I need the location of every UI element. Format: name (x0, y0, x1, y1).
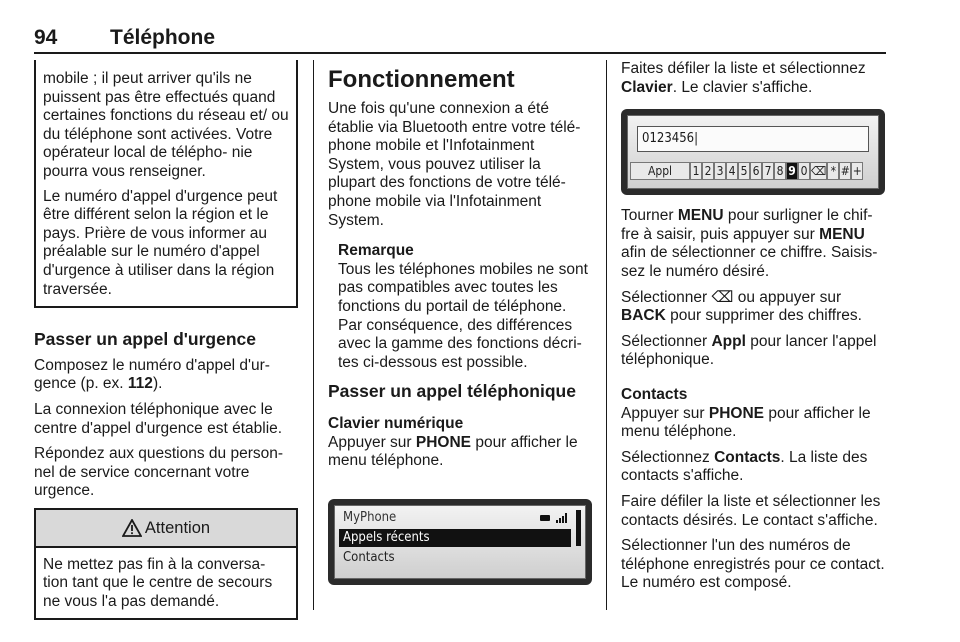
key-symbol[interactable]: # (840, 164, 850, 179)
battery-icon (540, 515, 550, 521)
key-digit[interactable]: 0 (798, 162, 810, 180)
paragraph: Appuyer sur PHONE pour afficher le menu téléphone. (328, 433, 578, 470)
paragraph: Faire défiler la liste et sélectionner les contacts désirés. Le contact s'affiche. (621, 492, 881, 529)
menu-item[interactable]: Contacts (343, 549, 395, 565)
phone-menu-screenshot (328, 499, 592, 585)
attention-header (36, 510, 296, 548)
key-digit[interactable]: 4 (726, 162, 738, 180)
remark-text: Tous les téléphones mobiles ne sont pas compatibles avec toutes les fonctions du portail de téléphone. Par conséquence, des différences avec la gamme des fonctions décri- tes ci-dessous est possible. (338, 260, 588, 371)
backspace-icon: ⌫ (711, 288, 734, 306)
key-digit[interactable]: 8 (774, 162, 786, 180)
keypad-row (630, 162, 876, 180)
number-field[interactable]: 0123456| (637, 126, 869, 152)
key-digit[interactable]: 5 (738, 162, 750, 180)
key-digit[interactable]: 6 (750, 162, 762, 180)
warning-icon (122, 519, 142, 537)
status-icons (540, 509, 567, 527)
paragraph: Composez le numéro d'appel d'ur- gence (p. ex. 112). (34, 356, 270, 393)
paragraph: Sélectionnez Contacts. La liste des contacts s'affiche. (621, 448, 868, 485)
note-paragraph: mobile ; il peut arriver qu'ils ne puissent pas être effectués quand certaines fonctions du réseau et/ ou du téléphone sont activées. Votre opérateur local de télépho- nie pourra vous renseigner. (43, 70, 289, 180)
section-title-call: Passer un appel téléphonique (328, 381, 576, 402)
paragraph: Tourner MENU pour surligner le chif- fre à saisir, puis appuyer sur MENU afin de sélectionner ce chiffre. Saisis- sez le numéro désiré. (621, 207, 878, 280)
section-title-emergency: Passer un appel d'urgence (34, 329, 257, 350)
menu-item-selected[interactable]: Appels récents (339, 529, 571, 547)
attention-box (34, 508, 298, 620)
column-left (34, 60, 298, 620)
page-title: Téléphone (110, 26, 216, 49)
note-paragraph: Le numéro d'appel d'urgence peut être différent selon la région et le pays. Prière de vous informer au préalable sur le numéro d'appel d'urgence à utiliser dans la région traversée. (43, 187, 278, 298)
section-title-operation: Fonctionnement (328, 66, 515, 93)
subsection-title-keypad: Clavier numérique (328, 414, 464, 432)
scrollbar[interactable] (576, 510, 581, 546)
note-box (34, 60, 298, 308)
paragraph: Faites défiler la liste et sélectionnez Clavier. Le clavier s'affiche. (621, 60, 866, 96)
paragraph: Appuyer sur PHONE pour afficher le menu téléphone. (621, 404, 871, 441)
paragraph: Sélectionner l'un des numéros de téléphone enregistrés pour ce contact. Le numéro est composé. (621, 537, 885, 592)
key-symbol[interactable]: + (852, 164, 862, 179)
column-divider (606, 60, 607, 610)
paragraph: Sélectionner ⌫ ou appuyer sur BACK pour supprimer des chiffres. (621, 288, 862, 325)
column-middle (328, 60, 592, 585)
paragraph: Une fois qu'une connexion a été établie via Bluetooth entre votre télé- phone mobile et l'Infotainment System, vous pouvez utiliser la plupart des fonctions de votre télé- phone mobile via l'Infotainment System. (328, 100, 581, 229)
remark-title: Remarque (338, 242, 414, 260)
key-digit[interactable]: 2 (702, 162, 714, 180)
key-digit-selected[interactable]: 9 (786, 162, 798, 180)
key-digit[interactable]: 1 (690, 162, 702, 180)
key-appl[interactable]: Appl (630, 162, 690, 180)
key-backspace[interactable]: ⌫ (811, 164, 827, 179)
menu-title: MyPhone (343, 509, 397, 525)
attention-text: Ne mettez pas fin à la conversa- tion tant que le centre de secours ne vous l'a pas demandé. (43, 555, 273, 611)
phone-menu-display (334, 505, 586, 579)
page-number: 94 (34, 26, 58, 49)
column-divider (313, 60, 314, 610)
paragraph: Répondez aux questions du person- nel de service concernant votre urgence. (34, 445, 284, 500)
signal-icon (556, 513, 567, 523)
key-digit[interactable]: 7 (762, 162, 774, 180)
remark (328, 242, 592, 372)
attention-title: Attention (144, 518, 211, 537)
subsection-title-contacts: Contacts (621, 385, 688, 403)
keypad-display (627, 115, 879, 189)
key-digit[interactable]: 3 (714, 162, 726, 180)
column-right (621, 60, 885, 600)
keypad-screenshot (621, 109, 885, 195)
paragraph: La connexion téléphonique avec le centre d'appel d'urgence est établie. (34, 400, 283, 437)
page-header (34, 26, 886, 54)
paragraph: Sélectionner Appl pour lancer l'appel téléphonique. (621, 332, 877, 369)
key-symbol[interactable]: * (827, 162, 839, 180)
